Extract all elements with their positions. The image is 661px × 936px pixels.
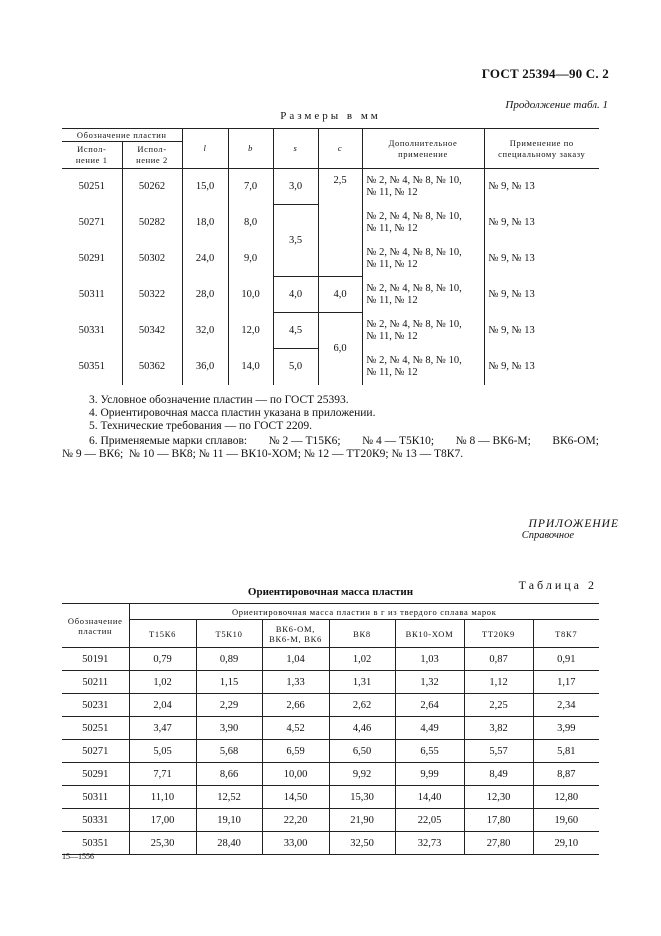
header-alloy-line: Т5К10	[215, 628, 243, 639]
t2-cell-value: 5,57	[464, 740, 533, 763]
t1-cell-add	[362, 349, 484, 385]
header-exec2-line2: нение 2	[136, 155, 168, 165]
header-exec1-line2: нение 1	[75, 155, 108, 165]
header-b: b	[228, 129, 273, 169]
t2-cell-value: 6,59	[262, 740, 329, 763]
t2-cell-value: 8,66	[196, 763, 262, 786]
table-row	[62, 717, 599, 740]
t2-cell-value: 9,99	[395, 763, 464, 786]
t2-cell-value: 15,30	[329, 786, 395, 809]
t1-cell-c: 2,5	[318, 169, 362, 277]
t1-cell-s: 5,0	[273, 349, 318, 385]
t2-cell-value: 3,90	[196, 717, 262, 740]
header-alloy	[533, 620, 599, 648]
t1-add-line2: № 11, № 12	[366, 186, 418, 198]
t1-cell-special: № 9, № 13	[484, 277, 599, 313]
header-special-line2: специальному заказу	[498, 148, 586, 159]
t2-cell-value: 0,89	[196, 648, 262, 671]
t2-cell-value: 1,31	[329, 671, 395, 694]
t2-cell-value: 4,46	[329, 717, 395, 740]
t1-add-line2: № 11, № 12	[366, 222, 418, 234]
t2-cell-value: 19,10	[196, 809, 262, 832]
appendix-subtitle: Справочное	[521, 530, 574, 541]
t2-cell-value: 1,15	[196, 671, 262, 694]
t1-cell-e1: 50351	[78, 361, 105, 372]
header-l: l	[182, 129, 228, 169]
t1-cell-e1: 50271	[78, 217, 105, 228]
t1-cell-s: 3,0	[273, 169, 318, 205]
table1-caption: Размеры в мм	[280, 110, 381, 122]
t1-cell-c: 6,0	[318, 313, 362, 385]
t2-cell-value: 2,66	[262, 694, 329, 717]
table-row	[62, 809, 599, 832]
t2-cell-value: 6,55	[395, 740, 464, 763]
t2-cell-value: 1,17	[533, 671, 599, 694]
t2-cell-value: 22,20	[262, 809, 329, 832]
continuation-label: Продолжение табл. 1	[505, 99, 608, 111]
t1-add-line2: № 11, № 12	[366, 330, 418, 342]
t2-cell-value: 28,40	[196, 832, 262, 855]
note-6-part: № 2 — Т15К6;	[268, 435, 341, 447]
t2-cell-value: 17,00	[129, 809, 196, 832]
t2-cell-value: 14,40	[395, 786, 464, 809]
t2-cell-value: 12,52	[196, 786, 262, 809]
t2-cell-value: 32,50	[329, 832, 395, 855]
t2-cell-value: 4,49	[395, 717, 464, 740]
page-footer: 15—1556	[62, 852, 94, 861]
t2-cell-value: 8,49	[464, 763, 533, 786]
t2-cell-id: 50351	[82, 837, 109, 849]
header-s: s	[273, 129, 318, 169]
t1-cell-l: 15,0	[182, 169, 228, 205]
t1-cell-e2: 50302	[122, 241, 182, 277]
t1-cell-c: 4,0	[318, 277, 362, 313]
t2-cell-value: 27,80	[464, 832, 533, 855]
table2-label: Таблица 2	[518, 578, 597, 592]
t1-add-line1: № 2, № 4, № 8, № 10,	[366, 354, 462, 366]
t1-cell-b: 10,0	[228, 277, 273, 313]
t2-cell-value: 3,99	[533, 717, 599, 740]
header-exec1	[62, 142, 122, 169]
note-6-part: № 4 — Т5К10;	[362, 435, 435, 447]
t2-cell-value: 2,04	[129, 694, 196, 717]
t1-cell-l: 24,0	[182, 241, 228, 277]
t2-cell-value: 17,80	[464, 809, 533, 832]
t1-cell-s: 3,5	[273, 205, 318, 277]
note-3: 3. Условное обозначение пластин — по ГОСТ 25393.	[89, 394, 349, 406]
t2-cell-value: 3,47	[129, 717, 196, 740]
t1-cell-add	[362, 277, 484, 313]
t2-cell-value: 2,25	[464, 694, 533, 717]
t1-cell-special: № 9, № 13	[484, 349, 599, 385]
header-alloy	[129, 620, 196, 648]
t1-cell-b: 9,0	[228, 241, 273, 277]
note-6-part: ВК6-ОМ;	[552, 435, 599, 447]
t1-cell-e1: 50331	[78, 325, 105, 336]
note-6-part: 6. Применяемые марки сплавов:	[89, 435, 248, 447]
t2-cell-value: 1,03	[395, 648, 464, 671]
t1-cell-b: 12,0	[228, 313, 273, 349]
header-designation	[62, 604, 129, 648]
header-designation-line1: Обозначение	[67, 615, 123, 626]
t1-cell-l: 18,0	[182, 205, 228, 241]
t1-cell-l: 32,0	[182, 313, 228, 349]
t2-cell-value: 3,82	[464, 717, 533, 740]
t2-cell-value: 10,00	[262, 763, 329, 786]
header-special-line1: Применение по	[509, 137, 574, 148]
t2-cell-value: 0,91	[533, 648, 599, 671]
t2-cell-value: 11,10	[129, 786, 196, 809]
t1-add-line1: № 2, № 4, № 8, № 10,	[366, 318, 462, 330]
t1-add-line1: № 2, № 4, № 8, № 10,	[366, 210, 462, 222]
t2-cell-value: 1,32	[395, 671, 464, 694]
note-6	[62, 435, 599, 461]
t1-cell-b: 8,0	[228, 205, 273, 241]
t2-cell-value: 0,79	[129, 648, 196, 671]
t1-cell-add	[362, 169, 484, 205]
t2-cell-id: 50211	[62, 671, 129, 694]
t2-cell-value: 6,50	[329, 740, 395, 763]
t2-cell-id: 50251	[62, 717, 129, 740]
header-exec1-line1: Испол-	[77, 144, 107, 154]
t1-cell-add	[362, 313, 484, 349]
t1-cell-special: № 9, № 13	[484, 169, 599, 205]
header-alloy	[395, 620, 464, 648]
t1-add-line2: № 11, № 12	[366, 258, 418, 270]
t2-cell-value: 8,87	[533, 763, 599, 786]
t2-cell-value: 33,00	[262, 832, 329, 855]
header-designation-line2: пластин	[78, 625, 113, 636]
appendix-title: ПРИЛОЖЕНИЕ	[528, 518, 619, 530]
t2-cell-value: 22,05	[395, 809, 464, 832]
t1-cell-e2: 50282	[122, 205, 182, 241]
t1-cell-add	[362, 205, 484, 241]
t1-add-line1: № 2, № 4, № 8, № 10,	[366, 174, 462, 186]
header-alloy	[464, 620, 533, 648]
t2-cell-value: 12,30	[464, 786, 533, 809]
t2-cell-id: 50311	[62, 786, 129, 809]
t2-cell-value: 29,10	[533, 832, 599, 855]
header-additional-line2: применение	[398, 148, 448, 159]
t2-cell-value: 0,87	[464, 648, 533, 671]
header-alloy-line: ТТ20К9	[481, 628, 515, 639]
t2-cell-id: 50331	[62, 809, 129, 832]
mass-table	[62, 603, 599, 855]
t1-cell-e2: 50342	[122, 313, 182, 349]
t1-cell-l: 28,0	[182, 277, 228, 313]
header-c: c	[318, 129, 362, 169]
t2-cell-value: 14,50	[262, 786, 329, 809]
t2-cell-id: 50271	[62, 740, 129, 763]
note-6-part: № 8 — ВК6-М;	[455, 435, 531, 447]
table-row	[62, 671, 599, 694]
t1-cell-s: 4,0	[273, 277, 318, 313]
table2-title: Ориентировочная масса пластин	[247, 586, 414, 598]
t1-cell-special: № 9, № 13	[484, 205, 599, 241]
t2-cell-value: 5,81	[533, 740, 599, 763]
t1-cell-b: 14,0	[228, 349, 273, 385]
t2-cell-value: 21,90	[329, 809, 395, 832]
t2-cell-id: 50231	[62, 694, 129, 717]
notes	[89, 394, 375, 433]
header-alloy-line: Т15К6	[148, 628, 177, 639]
header-additional-line1: Дополнительное	[388, 137, 458, 148]
t2-cell-value: 7,71	[129, 763, 196, 786]
header-alloy	[196, 620, 262, 648]
note-6-line1	[62, 435, 599, 448]
t1-cell-special: № 9, № 13	[484, 313, 599, 349]
table-row	[62, 648, 599, 671]
t1-add-line2: № 11, № 12	[366, 294, 418, 306]
t2-cell-id: 50191	[62, 648, 129, 671]
t2-cell-value: 32,73	[395, 832, 464, 855]
header-exec2-line1: Испол-	[137, 144, 167, 154]
t1-cell-b: 7,0	[228, 169, 273, 205]
t2-cell-value: 12,80	[533, 786, 599, 809]
t2-cell-value: 1,12	[464, 671, 533, 694]
header-alloy-line: ВК10-ХОМ	[405, 628, 454, 639]
note-5: 5. Технические требования — по ГОСТ 2209.	[89, 420, 312, 432]
t2-cell-value: 1,02	[329, 648, 395, 671]
header-exec2	[122, 142, 182, 169]
table-row	[62, 694, 599, 717]
table-row	[62, 832, 599, 855]
t1-cell-e2: 50262	[122, 169, 182, 205]
t1-cell-add	[362, 241, 484, 277]
note-4: 4. Ориентировочная масса пластин указана в приложении.	[89, 407, 376, 419]
t2-cell-value: 1,04	[262, 648, 329, 671]
header-alloy-line: ВК6-М, ВК6	[269, 633, 322, 644]
table-row	[62, 740, 599, 763]
header-alloy-line: Т8К7	[555, 628, 578, 639]
header-mass-group: Ориентировочная масса пластин в г из твердого сплава марок	[129, 604, 599, 620]
t1-cell-l: 36,0	[182, 349, 228, 385]
t2-cell-value: 2,64	[395, 694, 464, 717]
t2-cell-value: 1,33	[262, 671, 329, 694]
t2-cell-value: 25,30	[129, 832, 196, 855]
t1-cell-e1: 50311	[78, 289, 105, 300]
t2-cell-id: 50291	[62, 763, 129, 786]
t1-cell-s: 4,5	[273, 313, 318, 349]
t2-cell-value: 19,60	[533, 809, 599, 832]
table-row	[62, 763, 599, 786]
t1-cell-e1: 50291	[78, 253, 105, 264]
t1-cell-special: № 9, № 13	[484, 241, 599, 277]
header-additional	[362, 129, 484, 169]
header-alloy-line: ВК8	[353, 628, 371, 639]
t2-cell-value: 5,68	[196, 740, 262, 763]
dimensions-table	[62, 128, 599, 385]
t1-cell-e1: 50251	[78, 181, 105, 193]
header-alloy	[329, 620, 395, 648]
header-alloy	[262, 620, 329, 648]
t1-add-line2: № 11, № 12	[366, 366, 418, 378]
t2-cell-value: 2,34	[533, 694, 599, 717]
t2-cell-value: 2,62	[329, 694, 395, 717]
header-alloy-line: ВК6-ОМ,	[275, 623, 316, 634]
t2-cell-value: 5,05	[129, 740, 196, 763]
t1-add-line1: № 2, № 4, № 8, № 10,	[366, 246, 462, 258]
t1-cell-e2: 50362	[122, 349, 182, 385]
header-designation: Обозначение пластин	[62, 129, 182, 142]
page-header: ГОСТ 25394—90 С. 2	[481, 66, 609, 81]
note-6-line2: № 9 — ВК6; № 10 — ВК8; № 11 — ВК10-ХОМ; № 12 — ТТ20К9; № 13 — Т8К7.	[62, 448, 464, 460]
table-row	[62, 786, 599, 809]
t2-cell-value: 2,29	[196, 694, 262, 717]
t2-cell-value: 1,02	[129, 671, 196, 694]
t2-cell-value: 9,92	[329, 763, 395, 786]
t2-cell-value: 4,52	[262, 717, 329, 740]
t1-cell-e2: 50322	[122, 277, 182, 313]
header-special	[484, 129, 599, 169]
t1-add-line1: № 2, № 4, № 8, № 10,	[366, 282, 462, 294]
